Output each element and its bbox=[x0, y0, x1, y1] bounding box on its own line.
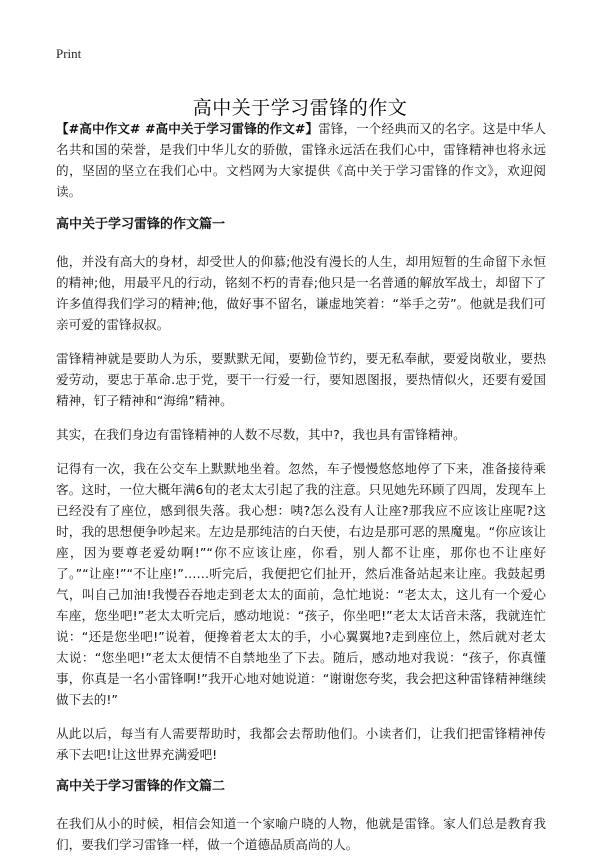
document-body bbox=[56, 118, 546, 868]
section1-paragraph: 雷锋精神就是要助人为乐，要默默无闻，要勤俭节约，要无私奉献，要爱岗敬业，要热爱劳动，要忠于革命.忠于党，要干一行爱一行，要知恩图报，要热情似火，还要有爱国精神，钉子精神和“海绵”精神。 bbox=[56, 351, 546, 408]
section-heading-1: 高中关于学习雷锋的作文篇一 bbox=[56, 217, 226, 232]
intro-tag: 【#高中作文# #高中关于学习雷锋的作文#】 bbox=[56, 121, 319, 136]
intro-text: 雷锋，一个经典而又的名字。这是中华人名共和国的荣誉，是我们中华儿女的骄傲，雷锋永远活在我们心中，雷锋精神也将永远的，坚固的坚立在我们心中。文档网为大家提供《高中关于学习雷锋的作文》，欢迎阅读。 bbox=[56, 121, 547, 199]
section1-paragraph: 其实，在我们身边有雷锋精神的人数不尽数，其中?，我也具有雷锋精神。 bbox=[56, 427, 466, 442]
print-label: Print bbox=[56, 46, 82, 61]
section1-paragraph: 记得有一次，我在公交车上默默地坐着。忽然，车子慢慢悠悠地停了下来，准备接待乘客。这时，一位大概年满6旬的老太太引起了我的注意。只见她先环顾了四周，发现车上已经没有了座位，感到很失落。我心想：咦?怎么没有人让座?那我应不应该让座呢?这时，我的思想便争吵起来。左边是那纯洁的白天使，右边是那可恶的黑魔鬼。“你应该让座，因为要尊老爱幼啊!”“你不应该让座，你看，别人都不让座，那你也不让座好了。”“让座!”“不让座!”……听完后，我便把它们扯开，然后准备站起来让座。我鼓起勇气，叫自己加油!我慢吞吞地走到老太太的面前，急忙地说：“老太太，这儿有一个爱心车座，您坐吧!”老太太听完后，感动地说：“孩子，你坐吧!”老太太话音未落，我就连忙说：“还是您坐吧!”说着，便搀着老太太的手，小心翼翼地?走到座位上，然后就对老太太说：“您坐吧!”老太太便情不自禁地坐了下去。随后，感动地对我说：“孩子，你真懂事，你真是一名小雷锋啊!”我开心地对她说道：“谢谢您夸奖，我会把这种雷锋精神继续做下去的!” bbox=[56, 461, 546, 707]
section1-paragraph: 从此以后，每当有人需要帮助时，我都会去帮助他们。小读者们，让我们把雷锋精神传承下去吧!让这世界充满爱吧! bbox=[56, 726, 546, 762]
section1-paragraph: 他，并没有高大的身材，却受世人的仰慕;他没有漫长的人生，却用短暂的生命留下永恒的精神;他，用最平凡的行动，铭刻不朽的青春;他只是一名普通的解放军战士，却留下了许多值得我们学习的精神;他，做好事不留名，谦虚地笑着：“举手之劳”。他就是我们可亲可爱的雷锋叔叔。 bbox=[56, 254, 546, 332]
section2-paragraph: 在我们从小的时候，相信会知道一个家喻户晓的人物，他就是雷锋。家人们总是教育我们，要我们学习雷锋一样，做一个道德品质高尚的人。 bbox=[56, 816, 546, 852]
section-heading-2: 高中关于学习雷锋的作文篇二 bbox=[56, 779, 226, 794]
intro-paragraph bbox=[56, 118, 546, 202]
document-title: 高中关于学习雷锋的作文 bbox=[192, 96, 408, 119]
